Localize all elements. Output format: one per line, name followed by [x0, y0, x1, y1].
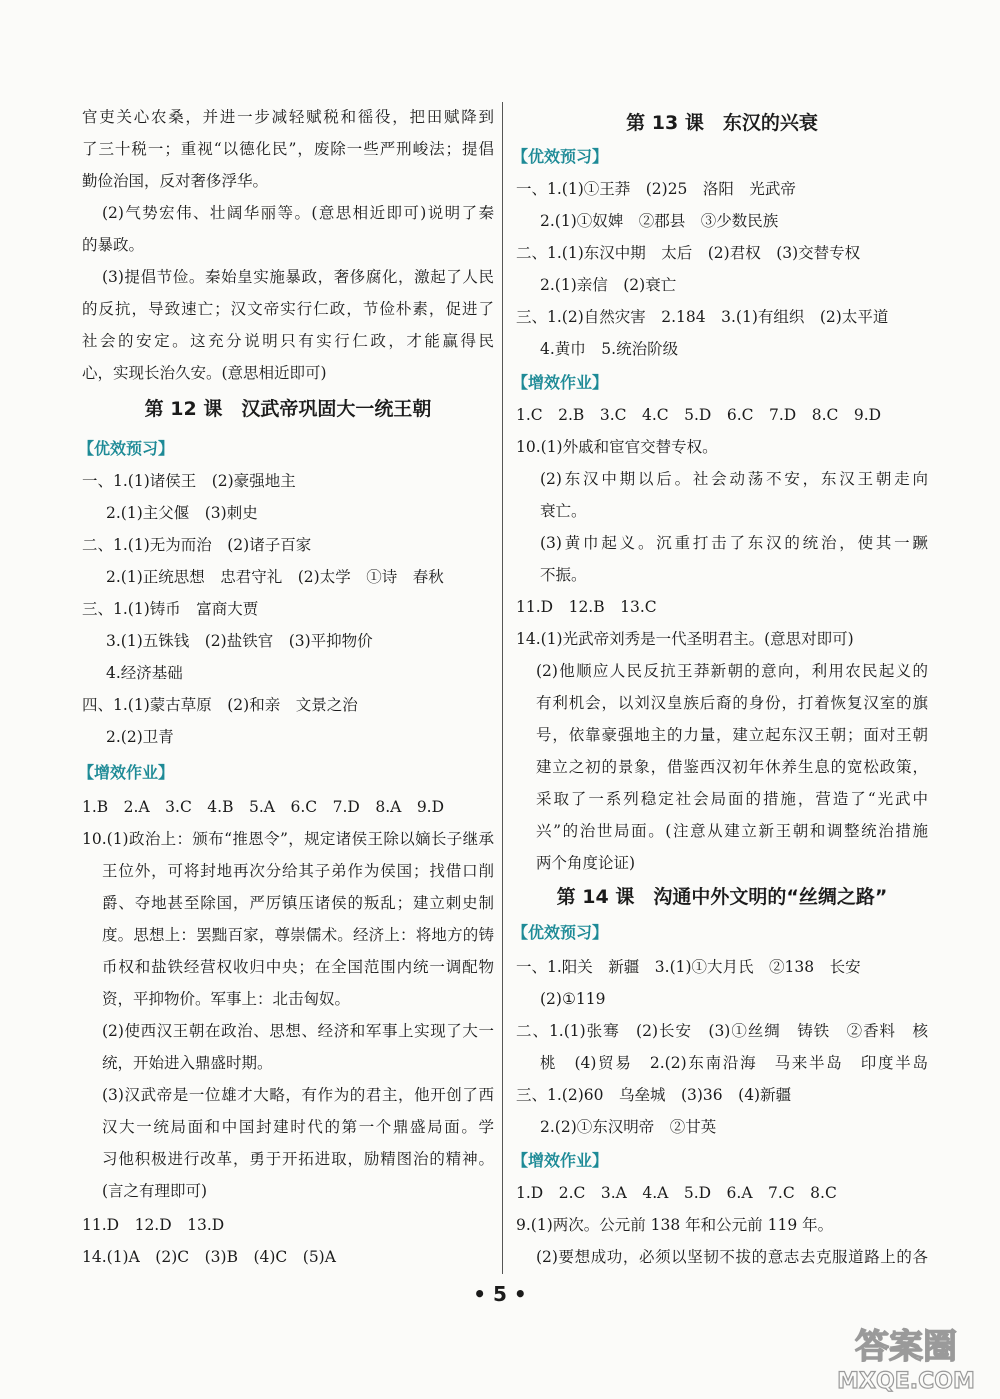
text-line: 三、1.(2)60 乌垒城 (3)36 (4)新疆	[516, 1086, 792, 1104]
watermark-top-text: 答案圈	[855, 1327, 957, 1367]
text-line: (2)他顺应人民反抗王莽新朝的意向，利用农民起义的	[536, 662, 928, 680]
text-line: (2)要想成功，必须以坚韧不拔的意志去克服道路上的各	[536, 1248, 928, 1266]
text-line: 两个角度论证)	[536, 854, 636, 872]
text-line: 习他积极进行改革，勇于开拓进取，励精图治的精神。	[102, 1150, 494, 1168]
homework-section-label: 【增效作业】	[512, 373, 609, 392]
watermark-bottom-text: MXQE.COM	[837, 1369, 975, 1394]
text-line: (言之有理即可)	[102, 1182, 208, 1200]
text-line: 一、1.阳关 新疆 3.(1)①大月氏 ②138 长安	[516, 958, 861, 976]
text-line: 不振。	[540, 566, 587, 584]
text-line: 三、1.(2)自然灾害 2.184 3.(1)有组织 (2)太平道	[516, 308, 889, 326]
lesson-14-title: 第 14 课 沟通中外文明的“丝绸之路”	[556, 886, 888, 908]
text-line: 2.(2)卫青	[106, 728, 174, 746]
text-line: 有利机会，以刘汉皇族后裔的身份，打着恢复汉室的旗	[536, 694, 928, 712]
text-line: 资，平抑物价。军事上：北击匈奴。	[102, 990, 351, 1008]
text-line: (3)汉武帝是一位雄才大略，有作为的君主，他开创了西	[102, 1086, 494, 1104]
text-line: 的暴政。	[82, 236, 145, 254]
text-line: 1.B 2.A 3.C 4.B 5.A 6.C 7.D 8.A 9.D	[82, 798, 445, 816]
text-line: (2)东汉中期以后。社会动荡不安，东汉王朝走向	[540, 470, 928, 488]
text-line: (2)气势宏伟、壮阔华丽等。(意思相近即可)说明了秦	[102, 204, 494, 222]
text-line: 了三十税一；重视“以德化民”，废除一些严刑峻法；提倡	[82, 140, 494, 158]
text-line: 官吏关心农桑，并进一步减轻赋税和徭役，把田赋降到	[82, 108, 494, 126]
text-line: 1.C 2.B 3.C 4.C 5.D 6.C 7.D 8.C 9.D	[516, 406, 882, 424]
text-line: 14.(1)A (2)C (3)B (4)C (5)A	[82, 1248, 336, 1266]
text-line: 度。思想上：罢黜百家，尊崇儒术。经济上：将地方的铸	[102, 926, 494, 944]
text-line: 兴”的治世局面。(注意从建立新王朝和调整统治措施	[536, 822, 928, 840]
text-line: 一、1.(1)诸侯王 (2)豪强地主	[82, 472, 296, 490]
text-line: 社会的安定。这充分说明只有实行仁政，才能赢得民	[82, 332, 494, 350]
text-line: 币权和盐铁经营权收归中央；在全国范围内统一调配物	[102, 958, 494, 976]
text-line: 14.(1)光武帝刘秀是一代圣明君主。(意思对即可)	[516, 630, 854, 648]
watermark-logo	[818, 1318, 994, 1394]
text-line: 采取了一系列稳定社会局面的措施，营造了“光武中	[536, 790, 928, 808]
text-line: 桃 (4)贸易 2.(2)东南沿海 马来半岛 印度半岛	[540, 1054, 928, 1072]
preview-section-label: 【优效预习】	[78, 439, 175, 458]
homework-section-label: 【增效作业】	[78, 763, 175, 782]
text-line: 二、1.(1)东汉中期 太后 (2)君权 (3)交替专权	[516, 244, 861, 262]
text-line: 的反抗，导致速亡；汉文帝实行仁政，节俭朴素，促进了	[82, 300, 494, 318]
lesson-12-title: 第 12 课 汉武帝巩固大一统王朝	[144, 398, 432, 420]
text-line: 2.(1)主父偃 (3)刺史	[106, 504, 258, 522]
text-line: 汉大一统局面和中国封建时代的第一个鼎盛局面。学	[102, 1118, 494, 1136]
text-line: 勤俭治国，反对奢侈浮华。	[82, 172, 269, 190]
text-line: 王位外，可将封地再次分给其子弟作为侯国；找借口削	[102, 862, 494, 880]
text-line: 11.D 12.D 13.D	[82, 1216, 225, 1234]
page-number: • 5 •	[473, 1282, 527, 1306]
text-line: 2.(1)①奴婢 ②郡县 ③少数民族	[540, 212, 779, 230]
text-line: 心，实现长治久安。(意思相近即可)	[82, 364, 327, 382]
text-line: 4.经济基础	[106, 664, 183, 682]
text-line: 10.(1)政治上：颁布“推恩令”，规定诸侯王除以嫡长子继承	[82, 830, 494, 848]
text-line: 4.黄巾 5.统治阶级	[540, 340, 679, 358]
lesson-13-title: 第 13 课 东汉的兴衰	[626, 112, 818, 134]
column-divider	[502, 102, 503, 1274]
preview-section-label: 【优效预习】	[512, 147, 609, 166]
text-line: 一、1.(1)①王莽 (2)25 洛阳 光武帝	[516, 180, 796, 198]
text-line: 爵、夺地甚至除国，严厉镇压诸侯的叛乱；建立刺史制	[102, 894, 494, 912]
text-line: 9.(1)两次。公元前 138 年和公元前 119 年。	[516, 1216, 834, 1234]
text-line: 号，依靠豪强地主的力量，建立起东汉王朝；面对王朝	[536, 726, 928, 744]
text-line: (3)提倡节俭。秦始皇实施暴政，奢侈腐化，激起了人民	[102, 268, 494, 286]
text-line: (3)黄巾起义。沉重打击了东汉的统治，使其一蹶	[540, 534, 928, 552]
text-line: 四、1.(1)蒙古草原 (2)和亲 文景之治	[82, 696, 358, 714]
text-line: 2.(2)①东汉明帝 ②甘英	[540, 1118, 717, 1136]
text-line: 二、1.(1)无为而治 (2)诸子百家	[82, 536, 312, 554]
text-line: 11.D 12.B 13.C	[516, 598, 657, 616]
text-line: 二、1.(1)张骞 (2)长安 (3)①丝绸 铸铁 ②香料 核	[516, 1022, 928, 1040]
text-line: 衰亡。	[540, 502, 587, 520]
text-line: 3.(1)五铢钱 (2)盐铁官 (3)平抑物价	[106, 632, 373, 650]
text-line: 1.D 2.C 3.A 4.A 5.D 6.A 7.C 8.C	[516, 1184, 837, 1202]
text-line: 2.(1)亲信 (2)衰亡	[540, 276, 677, 294]
preview-section-label: 【优效预习】	[512, 923, 609, 942]
text-line: 三、1.(1)铸币 富商大贾	[82, 600, 259, 618]
text-line: (2)使西汉王朝在政治、思想、经济和军事上实现了大一	[102, 1022, 494, 1040]
text-line: 10.(1)外戚和宦官交替专权。	[516, 438, 718, 456]
text-line: 统，开始进入鼎盛时期。	[102, 1054, 273, 1072]
text-line: (2)①119	[540, 990, 606, 1008]
homework-section-label: 【增效作业】	[512, 1151, 609, 1170]
text-line: 建立之初的景象，借鉴西汉初年休养生息的宽松政策，	[536, 758, 928, 776]
text-line: 2.(1)正统思想 忠君守礼 (2)太学 ①诗 春秋	[106, 568, 444, 586]
